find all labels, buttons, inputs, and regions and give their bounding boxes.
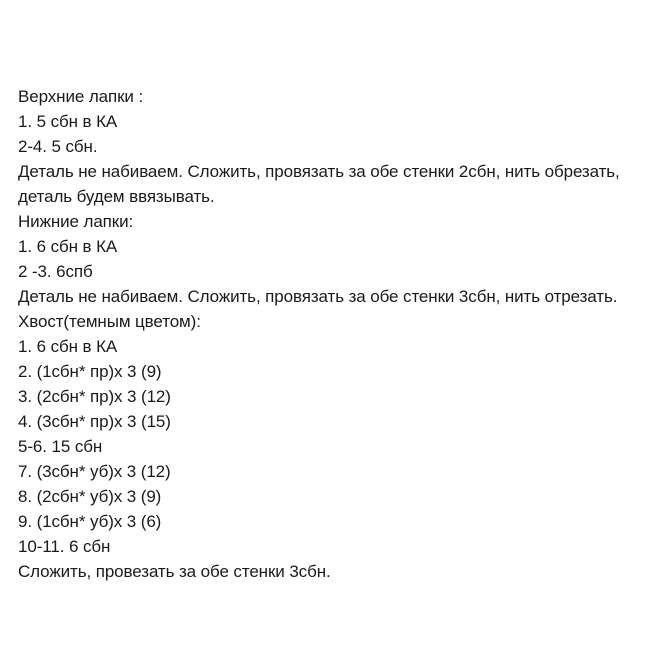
- heading-upper-paws: Верхние лапки :: [18, 87, 144, 106]
- lower-paws-row-2-3: 2 -3. 6спб: [18, 262, 93, 281]
- heading-lower-paws: Нижние лапки:: [18, 212, 134, 231]
- pattern-text: [18, 84, 658, 584]
- tail-row-5-6: 5-6. 15 сбн: [18, 437, 103, 456]
- lower-paws-row-1: 1. 6 сбн в КА: [18, 237, 118, 256]
- upper-paws-note-1: Деталь не набиваем. Сложить, провязать за обе стенки 2сбн, нить обрезать,: [18, 162, 620, 181]
- heading-tail: Хвост(темным цветом):: [18, 312, 201, 331]
- lower-paws-note: Деталь не набиваем. Сложить, провязать за обе стенки 3сбн, нить отрезать.: [18, 287, 618, 306]
- tail-row-3: 3. (2сбн* пр)х 3 (12): [18, 387, 171, 406]
- tail-row-7: 7. (3сбн* уб)х 3 (12): [18, 462, 171, 481]
- upper-paws-note-2: деталь будем ввязывать.: [18, 187, 215, 206]
- tail-row-4: 4. (3сбн* пр)х 3 (15): [18, 412, 171, 431]
- tail-note: Сложить, провезать за обе стенки 3сбн.: [18, 562, 331, 581]
- tail-row-9: 9. (1сбн* уб)х 3 (6): [18, 512, 162, 531]
- tail-row-2: 2. (1сбн* пр)х 3 (9): [18, 362, 162, 381]
- tail-row-10-11: 10-11. 6 сбн: [18, 537, 111, 556]
- upper-paws-row-1: 1. 5 сбн в КА: [18, 112, 118, 131]
- tail-row-8: 8. (2сбн* уб)х 3 (9): [18, 487, 162, 506]
- tail-row-1: 1. 6 сбн в КА: [18, 337, 118, 356]
- upper-paws-row-2-4: 2-4. 5 сбн.: [18, 137, 98, 156]
